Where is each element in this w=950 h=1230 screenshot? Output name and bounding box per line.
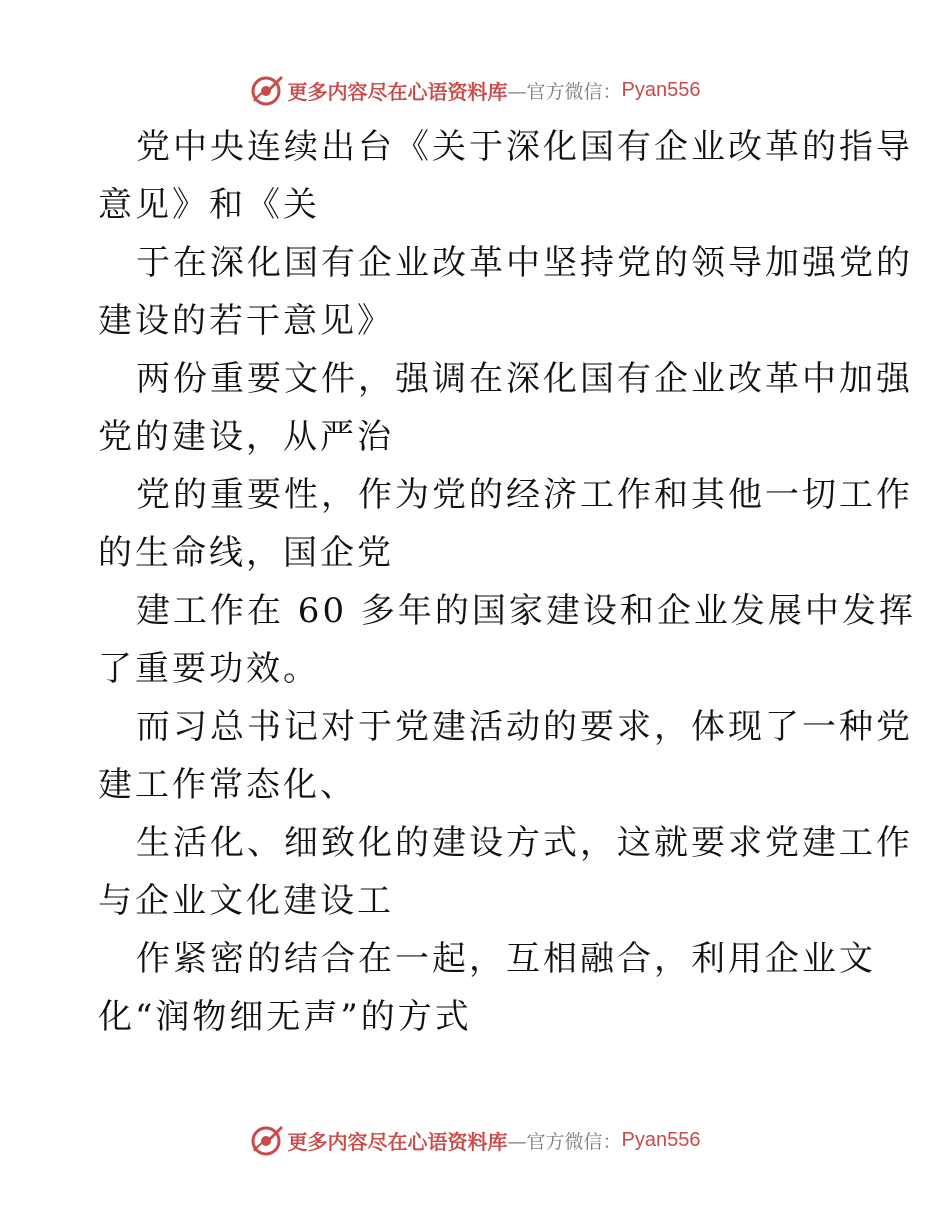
text-line: 生活化、细致化的建设方式，这就要求党建工作: [136, 823, 913, 863]
pen-logo-icon: [250, 1123, 284, 1157]
text-line: 建设的若干意见》: [98, 301, 394, 341]
text-line: 与企业文化建设工: [98, 881, 394, 921]
text-line: 的生命线，国企党: [98, 533, 394, 573]
text-line: 化“润物细无声”的方式: [98, 997, 472, 1037]
text-line: 两份重要文件，强调在深化国有企业改革中加强: [136, 359, 913, 399]
body-text: [98, 118, 916, 1046]
banner-sub-text: —官方微信：: [507, 1130, 622, 1153]
text-line: 了重要功效。: [98, 649, 320, 689]
text-line: 党中央连续出台《关于深化国有企业改革的指导: [136, 127, 913, 167]
banner-wechat-id: Pyan556: [621, 1128, 701, 1151]
banner-sub-text: —官方微信：: [507, 80, 622, 103]
banner-main-text: 更多内容尽在心语资料库: [287, 79, 508, 104]
header-banner: [0, 70, 950, 110]
footer-banner: [0, 1120, 950, 1160]
pen-logo-icon: [250, 73, 284, 107]
text-line: 建工作在 60 多年的国家建设和企业发展中发挥: [136, 591, 916, 631]
text-line: 意见》和《关: [98, 185, 320, 225]
text-line: 于在深化国有企业改革中坚持党的领导加强党的: [136, 243, 913, 283]
text-line: 建工作常态化、: [98, 765, 357, 805]
text-line: 党的重要性，作为党的经济工作和其他一切工作: [136, 475, 913, 515]
banner-wechat-id: Pyan556: [621, 78, 701, 101]
text-line: 作紧密的结合在一起，互相融合，利用企业文: [136, 939, 876, 979]
banner-main-text: 更多内容尽在心语资料库: [287, 1129, 508, 1154]
text-line: 党的建设，从严治: [98, 417, 394, 457]
text-line: 而习总书记对于党建活动的要求，体现了一种党: [136, 707, 913, 747]
